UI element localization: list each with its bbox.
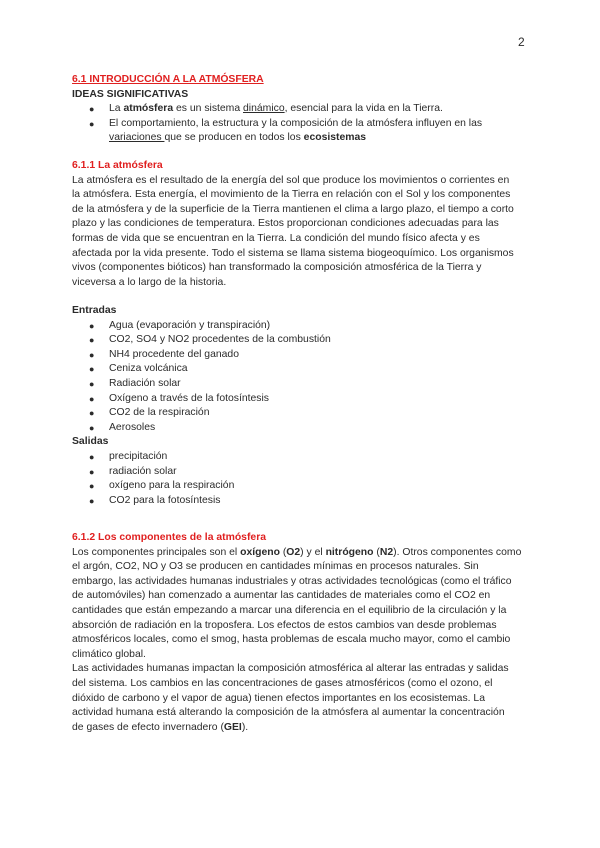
- intro-section: [72, 73, 542, 146]
- section-6-1-2: [72, 531, 542, 735]
- list-item: [72, 102, 542, 117]
- subsection-title: 6.1.1 La atmósfera: [72, 160, 163, 171]
- bullet-icon: ●: [89, 104, 95, 115]
- list-item-text: Radiación solar: [109, 377, 181, 389]
- line: [72, 677, 542, 692]
- list-item: [72, 319, 542, 334]
- bold-text: N2: [379, 546, 394, 558]
- bullet-icon: ●: [89, 118, 95, 129]
- list-item: [72, 450, 542, 465]
- line: [72, 619, 542, 634]
- text-run: (: [373, 546, 380, 558]
- text-run: El comportamiento, la estructura y la composición de la atmósfera influyen en las: [109, 117, 483, 129]
- text-run: de gases de efecto invernadero (: [72, 721, 224, 733]
- bullet-icon: ●: [89, 466, 95, 477]
- line: la atmósfera. Esta energía, el movimiento de la Tierra en relación con el Sol y los componentes: [72, 189, 511, 201]
- line: afectada por la vida presente. Todo el sistema se llama sistema biogeoquímico. Los organismos: [72, 247, 514, 259]
- list-item-text: CO2 de la respiración: [109, 407, 210, 419]
- line: vivos (componentes bióticos) han transformado la composición atmosférica de la Tierra y: [72, 262, 482, 274]
- bold-text: ecosistemas: [303, 132, 367, 144]
- text-run: dióxido de carbono y el vapor de agua) tienen efectos importantes en los ecosistemas. La: [72, 692, 485, 704]
- text-run: es un sistema: [173, 103, 244, 115]
- bold-text: GEI: [223, 721, 242, 733]
- bullet-icon: ●: [89, 393, 95, 404]
- text-run: Las actividades humanas impactan la composición atmosférica al alterar las entradas y salidas: [72, 663, 509, 675]
- bold-text: atmósfera: [123, 103, 174, 115]
- line: [72, 546, 542, 561]
- salidas-list: [72, 450, 542, 508]
- line: [109, 102, 542, 117]
- list-item: [72, 479, 542, 494]
- list-item: [72, 406, 542, 421]
- section-6-1-1: [72, 159, 542, 290]
- bullet-icon: ●: [89, 364, 95, 375]
- page-number: 2: [518, 35, 525, 49]
- text-run: atmosféricos locales, como el smog, hasta problemas de escala mucho mayor, como el cambio: [72, 634, 511, 646]
- line: [109, 117, 542, 132]
- bullet-icon: ●: [89, 481, 95, 492]
- bullet-icon: ●: [89, 451, 95, 462]
- list-item: [72, 348, 542, 363]
- text-run: ) y el: [300, 546, 326, 558]
- ideas-list: [72, 102, 542, 146]
- line: de la atmósfera y de la superficie de la Tierra mantienen el clima a largo plazo, el tiempo a corto: [72, 203, 514, 215]
- list-item: [72, 377, 542, 392]
- list-item-text: precipitación: [109, 450, 168, 462]
- text-run: ).: [241, 721, 249, 733]
- entradas-section: [72, 304, 542, 508]
- underlined-text: dinámico: [243, 103, 285, 115]
- text-run: , esencial para la vida en la Tierra.: [284, 103, 443, 115]
- line: La atmósfera es el resultado de la energía del sol que produce los movimientos o corrientes en: [72, 174, 510, 186]
- text-run: (: [279, 546, 287, 558]
- text-run: cantidades que están empezando a marcar una diferencia en el equilibrio de la circulación y la: [72, 604, 507, 616]
- entradas-title: Entradas: [72, 305, 117, 316]
- text-run: el argón, CO2, NO y O3 se producen en cantidades mínimas en procesos naturales. Sin: [72, 561, 479, 573]
- line: viceversa a lo largo de la historia.: [72, 276, 227, 288]
- line: formas de vida que se encuentran en la Tierra. La condición del mundo físico afecta y es: [72, 232, 480, 244]
- list-item-text: CO2, SO4 y NO2 procedentes de la combustión: [109, 334, 331, 346]
- bullet-icon: ●: [89, 408, 95, 419]
- underlined-text: variaciones: [109, 132, 165, 144]
- list-item-text: CO2 para la fotosíntesis: [109, 494, 221, 506]
- list-item: [72, 117, 542, 146]
- line: [72, 575, 542, 590]
- list-item-text: radiación solar: [109, 465, 177, 477]
- paragraph: [72, 546, 542, 736]
- paragraph: [72, 174, 542, 291]
- text-run: ). Otros componentes como: [393, 546, 522, 558]
- text-run: actividad humana está alterando la composición de la atmósfera al aumentar la concentración: [72, 707, 505, 719]
- bullet-icon: ●: [89, 422, 95, 433]
- line: [72, 589, 542, 604]
- subsection-title: 6.1.2 Los componentes de la atmósfera: [72, 532, 267, 543]
- line: [72, 633, 542, 648]
- bullet-icon: ●: [89, 335, 95, 346]
- list-item: [72, 421, 542, 436]
- line: [72, 692, 542, 707]
- list-item-text: Oxígeno a través de la fotosíntesis: [109, 392, 269, 404]
- list-item: [72, 494, 542, 509]
- list-item: [72, 333, 542, 348]
- list-item: [72, 362, 542, 377]
- section-title: 6.1 INTRODUCCIÓN A LA ATMÓSFERA: [72, 74, 264, 85]
- line: [72, 648, 542, 663]
- line: [109, 131, 542, 146]
- text-run: Los componentes principales son el: [72, 546, 241, 558]
- bold-text: oxígeno: [240, 546, 280, 558]
- bullet-icon: ●: [89, 378, 95, 389]
- line: [72, 721, 542, 736]
- list-item-text: Aerosoles: [109, 421, 156, 433]
- list-item: [72, 465, 542, 480]
- bullet-icon: ●: [89, 495, 95, 506]
- list-item-text: Ceniza volcánica: [109, 363, 188, 375]
- bullet-icon: ●: [89, 349, 95, 360]
- text-run: que se producen en todos los: [164, 132, 304, 144]
- line: [72, 662, 542, 677]
- list-item-text: Agua (evaporación y transpiración): [109, 319, 271, 331]
- list-item: [72, 392, 542, 407]
- line: [72, 560, 542, 575]
- line: plazo y las condiciones de temperatura. Estos proporcionan condiciones adecuadas para las: [72, 218, 499, 230]
- line: [72, 604, 542, 619]
- bold-text: O2: [286, 546, 301, 558]
- line: [72, 706, 542, 721]
- ideas-title: IDEAS SIGNIFICATIVAS: [72, 88, 189, 100]
- text-run: climático global.: [72, 648, 146, 660]
- text-run: absorción de radiación en la troposfera. Los efectos de estos cambios van desde problemas: [72, 619, 497, 631]
- bold-text: nitrógeno: [325, 546, 374, 558]
- text-run: embargo, las actividades humanas industriales y otras actividades tecnológicas (como el tráfico: [72, 575, 512, 587]
- entradas-list: [72, 319, 542, 436]
- text-run: La: [109, 103, 124, 115]
- salidas-title: Salidas: [72, 436, 109, 448]
- text-run: de automóviles) han comenzado a aumentar las cantidades de materiales como el CO2 en: [72, 590, 491, 602]
- bullet-icon: ●: [89, 320, 95, 331]
- text-run: del sistema. Los cambios en las concentraciones de gases atmosféricos (como el ozono, el: [72, 677, 493, 689]
- list-item-text: NH4 procedente del ganado: [109, 348, 239, 360]
- list-item-text: oxígeno para la respiración: [109, 480, 235, 492]
